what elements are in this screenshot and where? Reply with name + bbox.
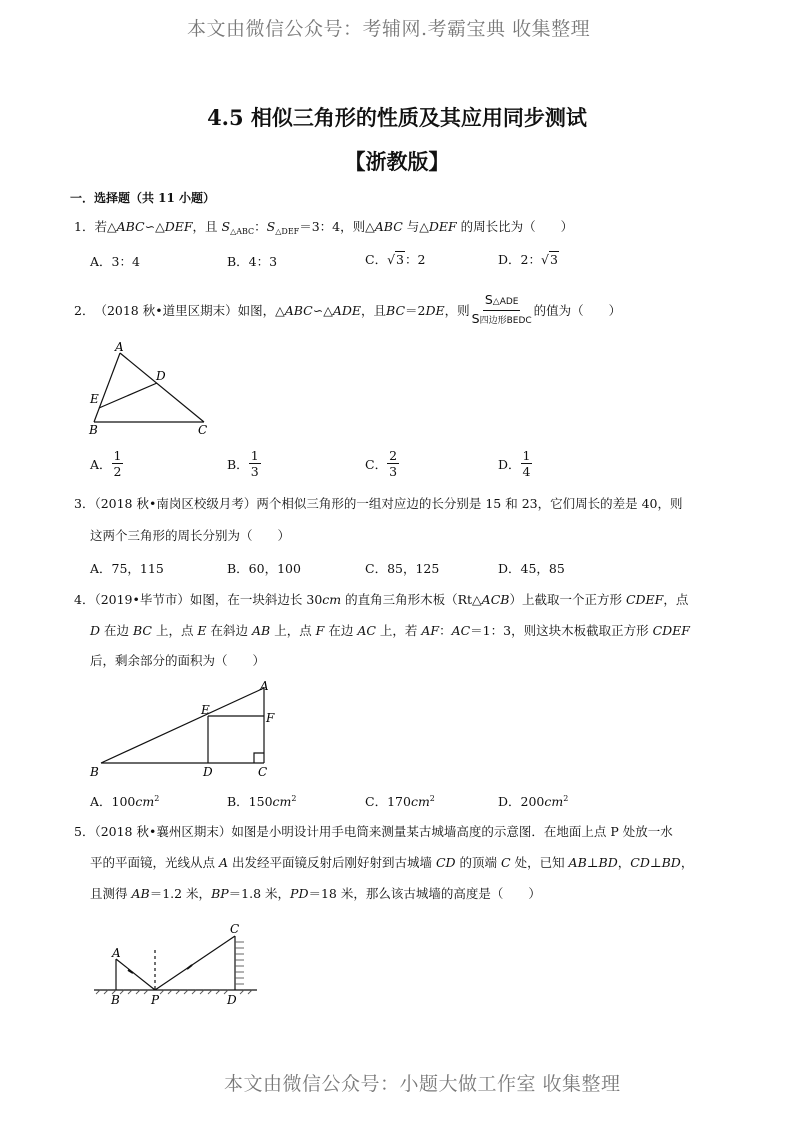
- page-subtitle: 【浙教版】: [344, 149, 450, 174]
- q2-option-a: A． $\frac{1}{2}$: [90, 448, 122, 479]
- q4-label-e: E: [201, 703, 210, 717]
- sqrt-symbol: √: [540, 252, 549, 267]
- q5-label-c: C: [230, 922, 240, 936]
- q3-option-b: B．60，100: [227, 561, 301, 576]
- q1-option-b: B．4：3: [227, 254, 278, 269]
- q3-option-c: C．85，125: [365, 561, 440, 576]
- q2-option-c: C． $\frac{2}{3}$: [365, 448, 398, 479]
- q5-label-b: B: [111, 993, 120, 1007]
- q4-option-c: C．$170cm^2$: [365, 793, 435, 809]
- q4-label-f: F: [266, 711, 275, 725]
- q5-city-wall-figure: [92, 920, 267, 1008]
- watermark-bottom: 本文由微信公众号：小题大做工作室 收集整理: [224, 1073, 621, 1095]
- q5-label-d: D: [227, 993, 237, 1007]
- q2-label-d: D: [156, 369, 166, 383]
- watermark-top: 本文由微信公众号：考辅网.考霸宝典 收集整理: [187, 18, 591, 40]
- q4-option-a: A．$100cm^2$: [90, 793, 160, 809]
- area-ratio-fraction: $\frac{\text{S△ADE}}{\text{S四边形BEDC}}$: [471, 292, 532, 326]
- q4-label-b: B: [90, 765, 99, 779]
- question-2-stem: 2． （2018 秋•道里区期末）如图，△ ABC ∽△ ADE ，且 BC ＝2 DE ，则 $\frac{\text{S△ADE}}{\text{S四边形BEDC}}$ 的值为（ ）: [74, 292, 621, 329]
- page-title: 4.5 相似三角形的性质及其应用同步测试: [207, 105, 587, 130]
- q5-label-p: P: [151, 993, 160, 1007]
- q2-option-b: B． $\frac{1}{3}$: [227, 448, 259, 479]
- question-5-line-3: 且测得 AB＝1.2 米，BP＝1.8 米，PD＝18 米，那么该古城墙的高度是（ ）: [90, 886, 541, 901]
- question-5-line-2: 平的平面镜，光线从点 A 出发经平面镜反射后刚好射到古城墙 CD 的顶端 C 处，已知 AB⊥BD，CD⊥BD，: [90, 855, 694, 870]
- q2-triangle-figure: [84, 338, 224, 438]
- q3-option-a: A．75，115: [90, 561, 164, 576]
- question-3-line-2: 这两个三角形的周长分别为（ ）: [90, 528, 291, 543]
- question-4-line-3: 后，剩余部分的面积为（ ）: [90, 653, 266, 668]
- question-3-line-1: 3．（2018 秋•南岗区校级月考）两个相似三角形的一组对应边的长分别是 15 和 23，它们周长的差是 40，则: [74, 496, 683, 511]
- question-5-line-1: 5．（2018 秋•襄州区期末）如图是小明设计用手电筒来测量某古城墙高度的示意图．在地面上点 P 处放一水: [74, 824, 673, 839]
- q1-option-c: C．√3：2: [365, 252, 426, 267]
- q4-label-a: A: [260, 679, 269, 693]
- q4-option-d: D．$200cm^2$: [498, 793, 569, 809]
- q2-label-e: E: [90, 392, 99, 406]
- q5-label-a: A: [112, 946, 121, 960]
- q1-option-d: D．2：√3: [498, 252, 558, 267]
- sqrt-symbol: √: [387, 252, 396, 267]
- section-heading: 一．选择题（共 11 小题）: [70, 191, 216, 205]
- q4-right-triangle-figure: [84, 678, 284, 782]
- q2-label-a: A: [115, 340, 124, 354]
- q2-option-d: D． $\frac{1}{4}$: [498, 448, 531, 479]
- question-4-line-2: D 在边 BC 上，点 E 在斜边 AB 上，点 F 在边 AC 上，若 AF：AC＝1：3，则这块木板截取正方形 CDEF: [90, 623, 690, 638]
- question-4-line-1: 4．（2019•毕节市）如图，在一块斜边长 30cm 的直角三角形木板（Rt△ACB）上截取一个正方形 CDEF，点: [74, 592, 689, 607]
- q4-option-b: B．$150cm^2$: [227, 793, 297, 809]
- question-1-stem: 1．若△ABC∽△DEF，且 $S_{\triangle ABC}$：$S_{\triangle DEF}=3$：4，则△ABC 与△DEF 的周长比为（ ）: [74, 219, 574, 236]
- q4-label-d: D: [203, 765, 213, 779]
- q2-label-c: C: [198, 423, 208, 437]
- q2-label-b: B: [89, 423, 98, 437]
- q1-option-a: A．3：4: [90, 254, 140, 269]
- q4-label-c: C: [258, 765, 268, 779]
- q3-option-d: D．45，85: [498, 561, 565, 576]
